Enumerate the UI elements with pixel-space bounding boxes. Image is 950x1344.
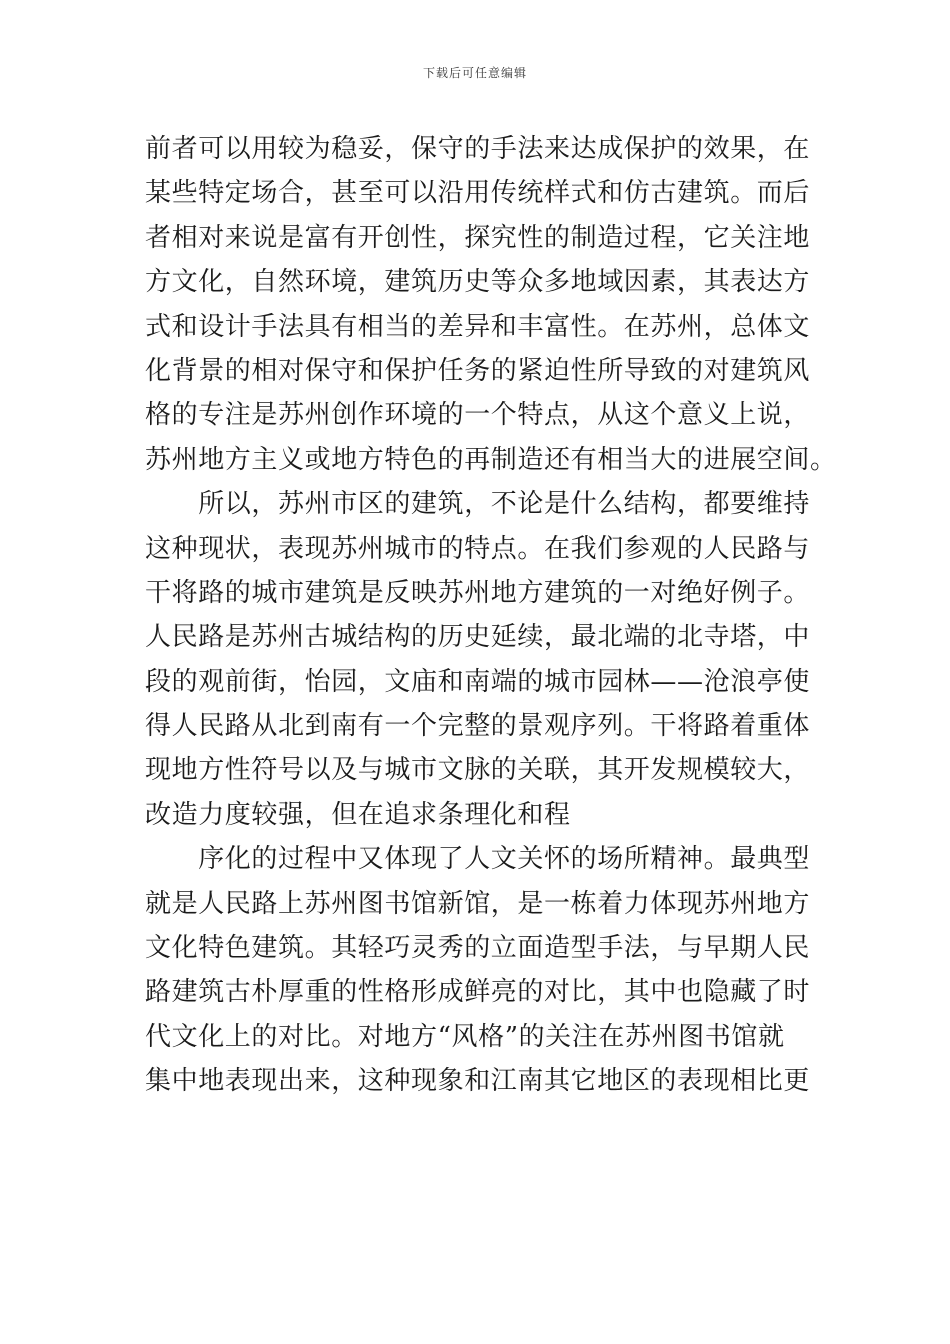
body-text — [145, 127, 837, 1104]
text-line: 苏州地方主义或地方特色的再制造还有相当大的进展空间。 — [145, 444, 837, 475]
text-line: 就是人民路上苏州图书馆新馆，是一栋着力体现苏州地方 — [145, 888, 811, 919]
text-line: 现地方性符号以及与城市文脉的关联，其开发规模较大， — [145, 755, 811, 786]
text-line: 集中地表现出来，这种现象和江南其它地区的表现相比更 — [145, 1066, 811, 1097]
text-line: 前者可以用较为稳妥，保守的手法来达成保护的效果，在 — [145, 134, 811, 164]
text-line: 改造力度较强，但在追求条理化和程 — [145, 799, 571, 830]
text-line: 序化的过程中又体现了人文关怀的场所精神。最典型 — [145, 844, 811, 875]
text-line: 得人民路从北到南有一个完整的景观序列。干将路着重体 — [145, 711, 811, 742]
text-line: 文化特色建筑。其轻巧灵秀的立面造型手法，与早期人民 — [145, 933, 811, 964]
text-line: 这种现状，表现苏州城市的特点。在我们参观的人民路与 — [145, 533, 811, 564]
text-line: 化背景的相对保守和保护任务的紧迫性所导致的对建筑风 — [145, 355, 811, 386]
text-line: 格的专注是苏州创作环境的一个特点，从这个意义上说， — [145, 400, 811, 431]
text-line: 所以，苏州市区的建筑，不论是什么结构，都要维持 — [145, 489, 811, 520]
text-line: 干将路的城市建筑是反映苏州地方建筑的一对绝好例子。 — [145, 577, 811, 608]
page-header: 下载后可任意编辑 — [422, 66, 527, 80]
text-line: 式和设计手法具有相当的差异和丰富性。在苏州，总体文 — [145, 311, 811, 342]
text-line: 段的观前街，怡园，文庙和南端的城市园林——沧浪亭使 — [145, 666, 811, 697]
text-line: 者相对来说是富有开创性，探究性的制造过程，它关注地 — [145, 222, 811, 253]
text-line: 代文化上的对比。对地方“风格”的关注在苏州图书馆就 — [145, 1021, 785, 1052]
text-line: 路建筑古朴厚重的性格形成鲜亮的对比，其中也隐藏了时 — [145, 977, 811, 1008]
text-line: 方文化，自然环境，建筑历史等众多地域因素，其表达方 — [145, 267, 811, 298]
text-line: 某些特定场合，甚至可以沿用传统样式和仿古建筑。而后 — [145, 178, 811, 209]
text-line: 人民路是苏州古城结构的历史延续，最北端的北寺塔，中 — [145, 622, 811, 653]
